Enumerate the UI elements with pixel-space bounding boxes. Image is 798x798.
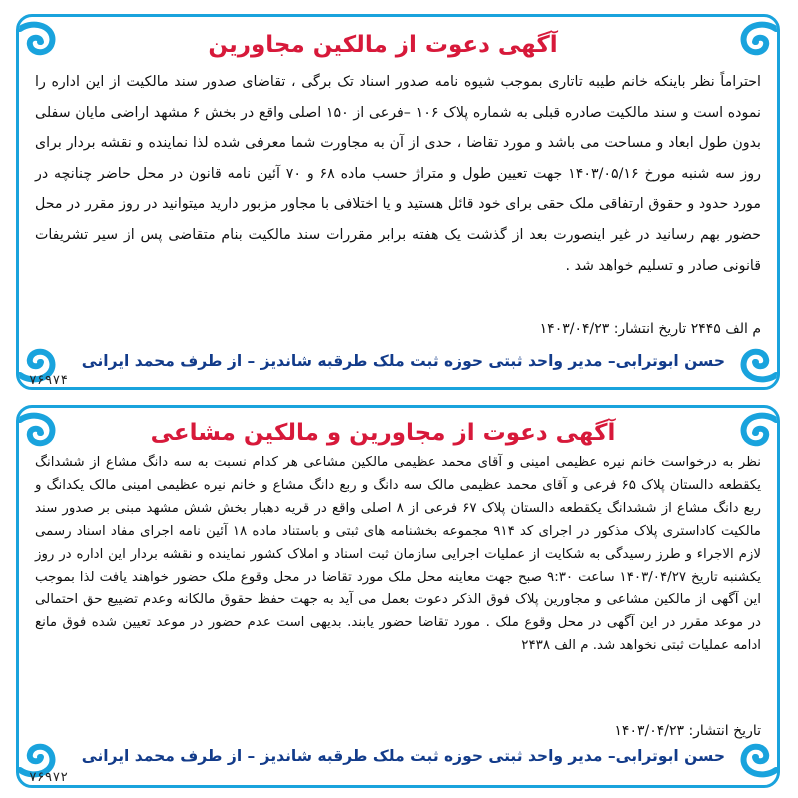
swirl-ornament-icon bbox=[16, 21, 62, 61]
swirl-ornament-icon bbox=[734, 21, 780, 61]
swirl-ornament-icon bbox=[734, 343, 780, 383]
publication-reference: م الف ۲۴۴۵ تاریخ انتشار: ۱۴۰۳/۰۴/۲۳ bbox=[539, 321, 761, 337]
notice-code: ۷۶۹۷۴ bbox=[29, 373, 69, 388]
publication-reference: تاریخ انتشار: ۱۴۰۳/۰۴/۲۳ bbox=[614, 723, 761, 739]
swirl-ornament-icon bbox=[734, 738, 780, 778]
notice-neighbors-co-owners-invitation bbox=[16, 405, 780, 788]
notice-title: آگهی دعوت از مالکین مجاورین bbox=[208, 32, 558, 58]
notice-signature: حسن ابوترابی– مدیر واحد ثبتی حوزه ثبت ملک طرقبه شاندیز – از طرف محمد ایرانی bbox=[81, 352, 725, 370]
swirl-ornament-icon bbox=[734, 412, 780, 452]
notice-code: ۷۶۹۷۲ bbox=[29, 770, 69, 785]
notice-title: آگهی دعوت از مجاورین و مالکین مشاعی bbox=[150, 420, 616, 446]
notice-body: احتراماً نظر باینکه خانم طیبه تاتاری بموجب شیوه نامه صدور اسناد تک برگی ، تقاضای صدور سند مالکیت از این اداره را نموده است و سند مالکیت صادره قبلی به شماره پلاک ۱۰۶ –فرعی از ۱۵۰ اصلی واقع در بخش ۶ مشهد اراضی مایان سفلی بدون طول ابعاد و مساحت می باشد و مورد تقاضا ، حدی از آن به مجاورت شما معرفی شده لذا نماینده و نقشه بردار برای روز سه شنبه مورخ ۱۴۰۳/۰۵/۱۶ جهت تعیین طول و متراژ حسب ماده ۶۸ و ۷۰ آئین نامه قانون در محل حاضر چنانچه در مورد حدود و حقوق ارتفاقی ملک حقی برای خود قائل هستید و یا اختلافی با مجاور مزبور دارید میتوانید در روز مقرر در محل حضور بهم رسانید در غیر اینصورت بعد از گذشت یک هفته برابر مقررات سند مالکیت بنام متقاضی پس از سیر تشریفات قانونی صادر و تسلیم خواهد شد . bbox=[35, 74, 761, 274]
swirl-ornament-icon bbox=[16, 412, 62, 452]
notice-signature: حسن ابوترابی– مدیر واحد ثبتی حوزه ثبت ملک طرقبه شاندیز – از طرف محمد ایرانی bbox=[81, 747, 725, 765]
notice-body: نظر به درخواست خانم نیره عظیمی امینی و آقای محمد عظیمی مالکین مشاعی هر کدام نسبت به سه دانگ مشاع از ششدانگ یکقطعه دالستان پلاک ۶۵ فرعی و آقای محمد عظیمی مالک سه دانگ و ربع دانگ مشاع و خانم نیره عظیمی امینی مالک یکدانگ و ربع دانگ مشاع از ششدانگ یکقطعه دالستان پلاک ۶۷ فرعی از ۸ اصلی واقع در قریه دهبار بخش شش مشهد مبنی بر صدور سند مالکیت کاداستری پلاک مذکور در اجرای کد ۹۱۴ مجموعه بخشنامه های ثبتی و باستناد ماده ۱۸ آئین نامه اجرای مفاد اسناد رسمی لازم الاجراء و طرز رسیدگی به شکایت از عملیات اجرایی سازمان ثبت اسناد و املاک کشور نماینده و نقشه بردار این اداره در روز یکشنبه تاریخ ۱۴۰۳/۰۴/۲۷ ساعت ۹:۳۰ صبح جهت معاینه محل ملک مورد تقاضا در محل وقوع ملک حضور خواهند یافت لذا بموجب این آگهی از مالکین مشاعی و مجاورین پلاک فوق الذکر دعوت بعمل می آید به جهت حفظ حقوق مالکانه وعدم تضییع حق احتمالی در موعد مقرر در این آگهی در محل وقوع ملک . مورد تقاضا حضور یابند. بدیهی است عدم حضور در موعد تعیین شده فوق مانع ادامه عملیات ثبتی نخواهد شد. م الف ۲۴۳۸ bbox=[35, 455, 762, 654]
notice-neighbors-invitation bbox=[16, 14, 780, 390]
